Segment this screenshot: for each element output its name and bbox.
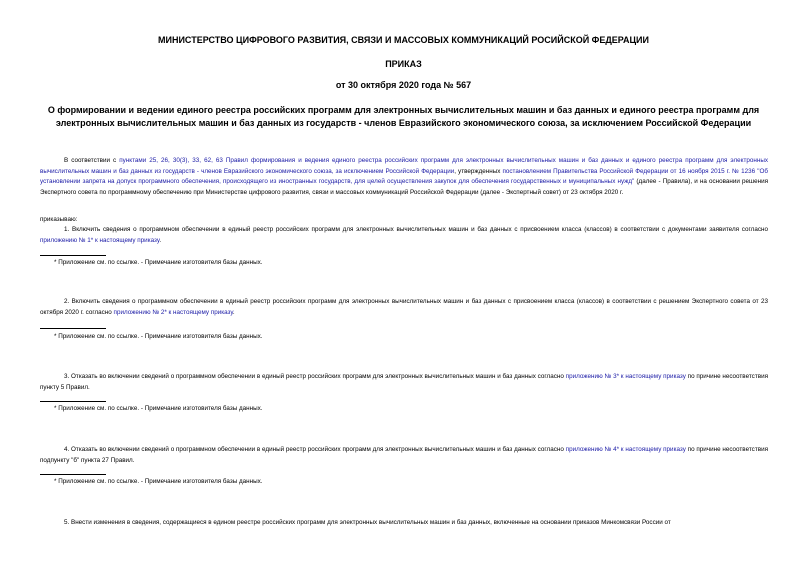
- footnote-divider-4: [40, 474, 106, 475]
- document-subject: О формировании и ведении единого реестра российских программ для электронных вычислительных машин и баз данных и единого реестра программ для электронных вычислительных машин и баз данных из государств - членов Евразийского экономического союза, за исключением Российской Федерации: [47, 105, 760, 128]
- order-item-2: [40, 297, 768, 318]
- item-1-tail: .: [159, 236, 162, 244]
- link-rules[interactable]: Правил формирования и ведения единого реестра российских программ для электронных вычислительных машин и баз данных и единого реестра программ для электронных вычислительных машин и баз данных из государств - членов Евразийского экономического союза, за исключением Российской Федерации: [40, 157, 768, 175]
- document-type: ПРИКАЗ: [385, 59, 422, 69]
- order-item-4: [40, 445, 768, 466]
- document-date-number: от 30 октября 2020 года № 567: [335, 80, 472, 90]
- link-appendix-3[interactable]: приложению № 3* к настоящему приказу: [565, 373, 686, 380]
- footnote-divider-3: [40, 401, 106, 402]
- item-3-text: 3. Отказать во включении сведений о программном обеспечении в единый реестр российских программ для электронных вычислительных машин и баз данных согласно: [64, 373, 566, 380]
- item-2-text: 2. Включить сведения о программном обеспечении в единый реестр российских программ для электронных вычислительных машин и баз данных с присвоением класса (классов) в соответствии с решением Экспертного совета от 23 октября 2020 г. согласно: [40, 298, 768, 316]
- ministry-heading: МИНИСТЕРСТВО ЦИФРОВОГО РАЗВИТИЯ, СВЯЗИ И МАССОВЫХ КОММУНИКАЦИЙ РОСИЙСКОЙ ФЕДЕРАЦИИ: [157, 35, 649, 45]
- link-rules-points[interactable]: пунктами 25, 26, 30(3), 33, 62, 63: [119, 157, 223, 164]
- order-item-3: [40, 372, 768, 393]
- item-2-tail: .: [232, 308, 235, 316]
- order-word: приказываю:: [40, 216, 78, 223]
- link-appendix-1[interactable]: приложению № 1* к настоящему приказу: [40, 236, 160, 244]
- footnote-divider-1: [40, 255, 106, 256]
- preamble-mid: , утвержденных: [454, 167, 503, 175]
- link-resolution-1236[interactable]: постановлением Правительства Российской Федерации от 16 ноября 2015 г. № 1236 "Об установлении запрета на допуск программного обеспечения, происходящего из иностранных государств, для целей осуществления закупок для обеспечения государственных и муниципальных нужд": [40, 167, 768, 186]
- item-4-text: 4. Отказать во включении сведений о программном обеспечении в единый реестр российских программ для электронных вычислительных машин и баз данных согласно: [64, 446, 566, 453]
- footnote-3: * Приложение см. по ссылке. - Примечание изготовителя базы данных.: [54, 405, 263, 412]
- item-4-tail: по причине несоответствия подпункту "б" пункта 27 Правил.: [40, 446, 768, 464]
- preamble-paragraph: [40, 156, 768, 198]
- item-3-tail: по причине несоответствия пункту 5 Правил.: [40, 373, 768, 391]
- link-appendix-2[interactable]: приложению № 2* к настоящему приказу: [113, 308, 233, 316]
- item-1-text: 1. Включить сведения о программном обеспечении в единый реестр российских программ для электронных вычислительных машин и баз данных с присвоением класса (классов) в соответствии с документами заявителя согласно: [64, 226, 768, 233]
- footnote-divider-2: [40, 328, 106, 329]
- preamble-tail: (далее - Правила), и на основании решения Экспертного совета по программному обеспечению при Министерстве цифрового развития, связи и массовых коммуникаций Российской Федерации (далее - Экспертный совет) от 23 октября 2020 г.: [40, 178, 768, 196]
- order-item-5: 5. Внести изменения в сведения, содержащиеся в едином реестре российских программ для электронных вычислительных машин и баз данных, включенные на основании приказов Минкомсвязи России от: [64, 519, 671, 526]
- link-appendix-4[interactable]: приложению № 4* к настоящему приказу: [565, 446, 686, 453]
- footnote-2: * Приложение см. по ссылке. - Примечание изготовителя базы данных.: [54, 333, 263, 340]
- order-item-1: [40, 225, 768, 246]
- footnote-1: * Приложение см. по ссылке. - Примечание изготовителя базы данных.: [54, 259, 263, 266]
- preamble-intro: В соответствии с: [64, 157, 120, 164]
- footnote-4: * Приложение см. по ссылке. - Примечание изготовителя базы данных.: [54, 478, 263, 485]
